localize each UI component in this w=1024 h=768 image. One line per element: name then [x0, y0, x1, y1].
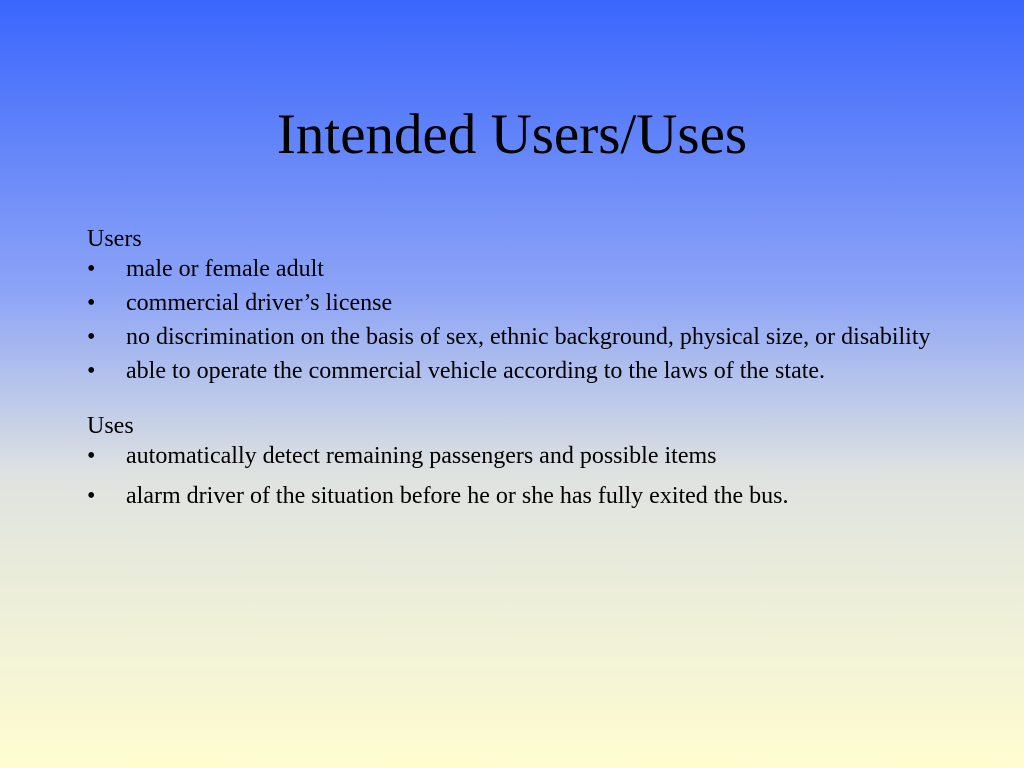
bullet-icon: •	[87, 256, 96, 282]
list-item	[87, 324, 947, 351]
uses-list	[87, 443, 947, 510]
list-item	[87, 358, 947, 385]
list-item	[87, 443, 947, 470]
list-item-text: alarm driver of the situation before he or she has fully exited the bus.	[126, 483, 789, 509]
list-item	[87, 290, 947, 317]
bullet-icon: •	[87, 358, 96, 384]
users-heading: Users	[87, 226, 142, 252]
users-section	[87, 222, 947, 385]
bullet-icon: •	[87, 483, 96, 509]
bullet-icon: •	[87, 443, 96, 469]
bullet-icon: •	[87, 324, 96, 350]
list-item-text: commercial driver’s license	[126, 290, 393, 316]
users-list	[87, 256, 947, 385]
slide-title: Intended Users/Uses	[276, 103, 748, 166]
list-item	[87, 256, 947, 283]
uses-section	[87, 409, 947, 510]
uses-heading: Uses	[87, 413, 134, 439]
list-item	[87, 483, 947, 510]
list-item-text: no discrimination on the basis of sex, ethnic background, physical size, or disability	[126, 324, 931, 350]
list-item-text: able to operate the commercial vehicle according to the laws of the state.	[126, 358, 826, 384]
list-item-text: male or female adult	[126, 256, 324, 282]
list-item-text: automatically detect remaining passengers and possible items	[126, 443, 717, 469]
bullet-icon: •	[87, 290, 96, 316]
slide-body	[87, 222, 947, 523]
